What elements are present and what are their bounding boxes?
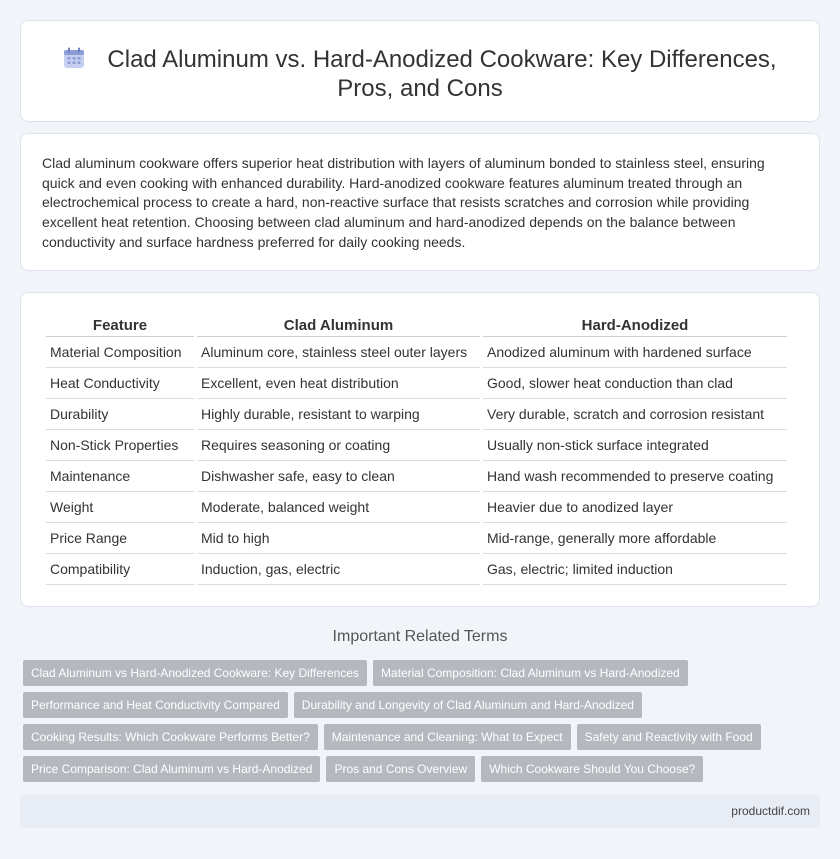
related-term-tag[interactable]: Maintenance and Cleaning: What to Expect (324, 724, 571, 750)
related-term-tag[interactable]: Price Comparison: Clad Aluminum vs Hard-Anodized (23, 756, 320, 782)
related-terms-list (23, 660, 803, 788)
related-term-tag[interactable]: Which Cookware Should You Choose? (481, 756, 703, 782)
related-term-tag[interactable]: Durability and Longevity of Clad Aluminum and Hard-Anodized (294, 692, 642, 718)
clad-cell: Moderate, balanced weight (197, 492, 480, 523)
feature-cell: Non-Stick Properties (46, 430, 194, 461)
table-row (46, 368, 787, 399)
table-row (46, 554, 787, 585)
tag-row (23, 660, 803, 686)
clad-cell: Excellent, even heat distribution (197, 368, 480, 399)
header-feature: Feature (46, 315, 194, 337)
clad-cell: Induction, gas, electric (197, 554, 480, 585)
table-row (46, 430, 787, 461)
clad-cell: Requires seasoning or coating (197, 430, 480, 461)
related-term-tag[interactable]: Safety and Reactivity with Food (577, 724, 761, 750)
feature-cell: Maintenance (46, 461, 194, 492)
feature-cell: Material Composition (46, 337, 194, 368)
clad-cell: Highly durable, resistant to warping (197, 399, 480, 430)
table-header-row (46, 315, 787, 337)
page-title-row (61, 45, 779, 103)
anodized-cell: Hand wash recommended to preserve coating (483, 461, 787, 492)
page-title: Clad Aluminum vs. Hard-Anodized Cookware: Key Differences, Pros, and Cons (107, 46, 777, 102)
clad-cell: Aluminum core, stainless steel outer layers (197, 337, 480, 368)
clad-cell: Mid to high (197, 523, 480, 554)
anodized-cell: Heavier due to anodized layer (483, 492, 787, 523)
related-term-tag[interactable]: Clad Aluminum vs Hard-Anodized Cookware: Key Differences (23, 660, 367, 686)
table-row (46, 337, 787, 368)
related-terms-heading: Important Related Terms (332, 628, 508, 645)
footer-site-link[interactable]: productdif.com (731, 804, 810, 818)
table-row (46, 523, 787, 554)
comparison-table (43, 315, 790, 585)
clad-cell: Dishwasher safe, easy to clean (197, 461, 480, 492)
intro-paragraph: Clad aluminum cookware offers superior heat distribution with layers of aluminum bonded to stainless steel, ensuring quick and even cooking with enhanced durability. Hard-anodized cookware features aluminum treated through an electrochemical process to create a hard, non-reactive surface that resists scratches and corrosion while providing excellent heat retention. Choosing between clad aluminum and hard-anodized depends on the balance between conductivity and surface hardness preferred for daily cooking needs. (42, 155, 765, 250)
header-card (20, 20, 820, 122)
anodized-cell: Usually non-stick surface integrated (483, 430, 787, 461)
feature-cell: Price Range (46, 523, 194, 554)
intro-card (20, 133, 820, 271)
feature-cell: Weight (46, 492, 194, 523)
feature-cell: Durability (46, 399, 194, 430)
tag-row (23, 756, 803, 782)
feature-cell: Compatibility (46, 554, 194, 585)
related-term-tag[interactable]: Performance and Heat Conductivity Compared (23, 692, 288, 718)
header-clad-aluminum: Clad Aluminum (197, 315, 480, 337)
related-term-tag[interactable]: Cooking Results: Which Cookware Performs Better? (23, 724, 318, 750)
table-row (46, 492, 787, 523)
tag-row (23, 724, 803, 750)
header-hard-anodized: Hard-Anodized (483, 315, 787, 337)
footer-bar (20, 795, 820, 828)
tag-row (23, 692, 803, 718)
anodized-cell: Gas, electric; limited induction (483, 554, 787, 585)
anodized-cell: Mid-range, generally more affordable (483, 523, 787, 554)
comparison-card (20, 292, 820, 607)
anodized-cell: Good, slower heat conduction than clad (483, 368, 787, 399)
related-term-tag[interactable]: Pros and Cons Overview (326, 756, 475, 782)
table-row (46, 399, 787, 430)
anodized-cell: Anodized aluminum with hardened surface (483, 337, 787, 368)
table-row (46, 461, 787, 492)
feature-cell: Heat Conductivity (46, 368, 194, 399)
anodized-cell: Very durable, scratch and corrosion resistant (483, 399, 787, 430)
calendar-grid-icon (63, 47, 85, 69)
related-term-tag[interactable]: Material Composition: Clad Aluminum vs Hard-Anodized (373, 660, 688, 686)
